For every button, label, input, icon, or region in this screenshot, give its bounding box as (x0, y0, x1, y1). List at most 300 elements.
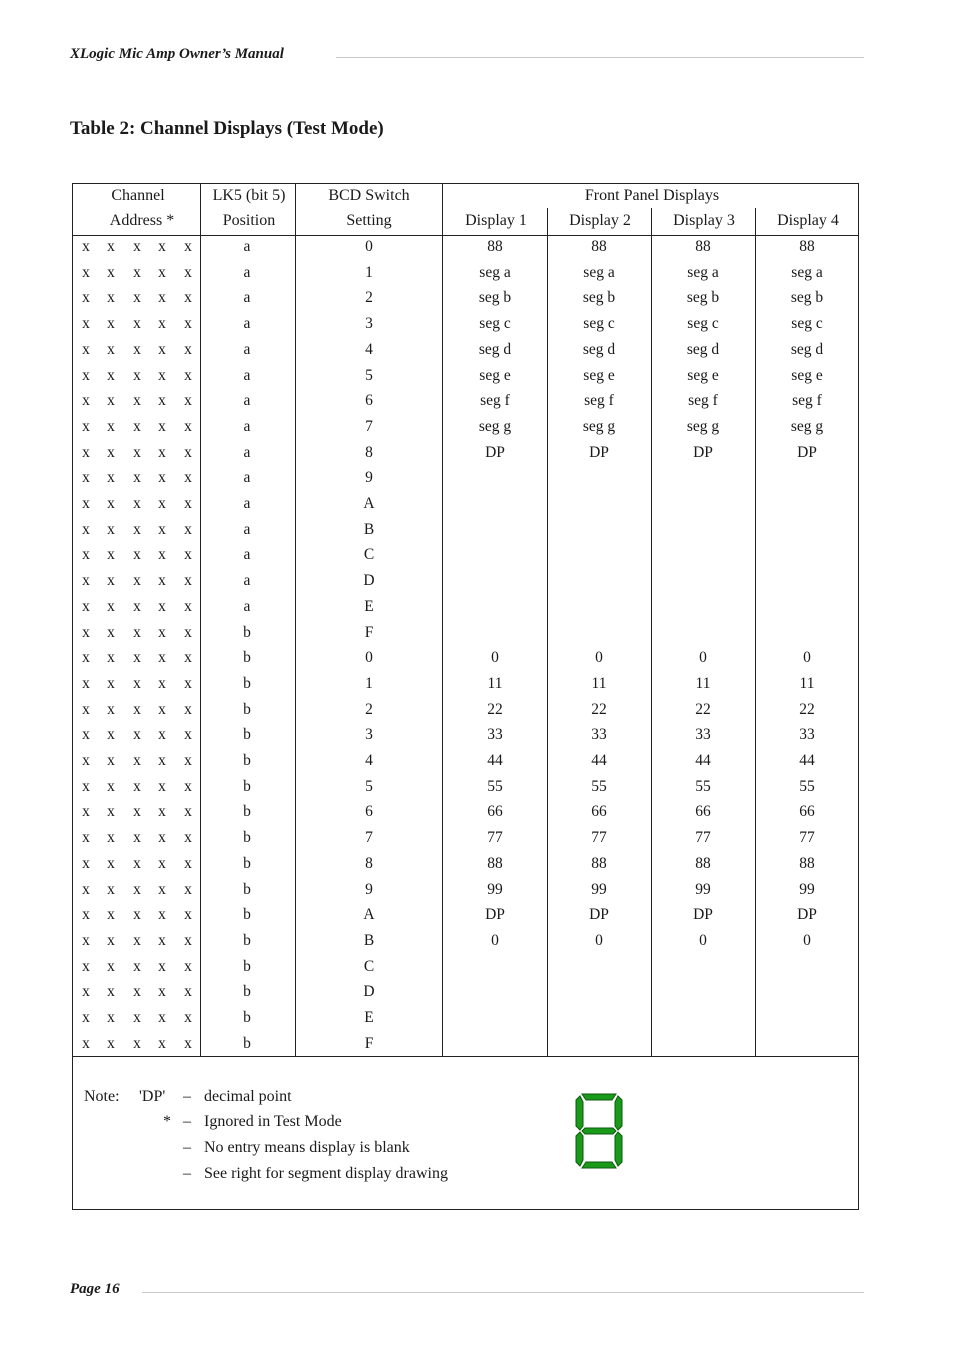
display-value: seg b (790, 289, 824, 307)
bcd-setting: A (363, 495, 375, 512)
segment-g (582, 1128, 616, 1134)
display-value: 33 (591, 726, 607, 744)
header-bcd-switch: BCD Switch (328, 187, 410, 204)
address-bit: x (133, 597, 141, 615)
display-value: seg d (686, 340, 720, 358)
address-bit: x (158, 752, 166, 769)
address-bit: x (82, 777, 90, 795)
table-title: Table 2: Channel Displays (Test Mode) (70, 118, 384, 139)
address-bit: x (133, 443, 141, 461)
display-value: 44 (591, 752, 607, 769)
display-value: 66 (695, 803, 711, 821)
lk5-position: a (243, 238, 251, 255)
address-bit: x (82, 623, 90, 641)
lk5-position: b (243, 752, 251, 769)
display-value: seg g (582, 417, 616, 435)
lk5-position: b (243, 1009, 251, 1026)
display-divider (755, 208, 756, 1056)
segment-e (576, 1132, 583, 1166)
address-bit: x (107, 983, 115, 1001)
display-value: 0 (803, 649, 811, 667)
display-value: 99 (487, 880, 503, 898)
address-bit: x (107, 649, 115, 667)
address-bit: x (107, 906, 115, 924)
address-bit: x (82, 520, 90, 538)
address-bit: x (184, 520, 192, 538)
display-value: seg f (584, 392, 614, 410)
bcd-setting: 7 (365, 417, 373, 435)
address-bit: x (184, 1009, 192, 1026)
display-value: 0 (491, 931, 499, 949)
address-bit: x (133, 983, 141, 1001)
bcd-setting: B (363, 931, 375, 949)
note-text: decimal point (204, 1088, 292, 1105)
lk5-position: b (243, 777, 251, 795)
display-value: 88 (591, 238, 607, 255)
display-value: 66 (591, 803, 607, 821)
bcd-setting: E (364, 1009, 374, 1026)
address-bit: x (82, 417, 90, 435)
bcd-setting: 8 (365, 854, 373, 872)
bcd-setting: D (363, 983, 375, 1001)
address-bit: x (133, 700, 141, 718)
note-text: See right for segment display drawing (204, 1165, 448, 1182)
address-bit: x (133, 238, 141, 255)
segment-d (582, 1162, 616, 1168)
address-bit: x (133, 1034, 141, 1052)
address-bit: x (184, 572, 192, 590)
display-value: seg d (478, 340, 512, 358)
address-bit: x (107, 340, 115, 358)
lk5-position: b (243, 983, 251, 1001)
address-bit: x (158, 443, 166, 461)
address-bit: x (158, 597, 166, 615)
display-value: 77 (695, 829, 711, 847)
address-bit: x (184, 495, 192, 512)
display-value: 33 (695, 726, 711, 744)
address-bit: x (184, 649, 192, 667)
address-bit: x (82, 469, 90, 487)
address-bit: x (184, 443, 192, 461)
address-bit: x (184, 931, 192, 949)
display-value: seg e (791, 366, 823, 384)
address-bit: x (82, 983, 90, 1001)
address-bit: x (82, 700, 90, 718)
bcd-setting: D (363, 572, 375, 590)
lk5-position: b (243, 700, 251, 718)
display-divider (651, 208, 652, 1056)
address-bit: x (133, 392, 141, 410)
seven-segment-display-drawing (574, 1092, 624, 1170)
address-bit: x (107, 752, 115, 769)
address-bit: x (184, 803, 192, 821)
address-bit: x (133, 469, 141, 487)
address-bit: x (184, 700, 192, 718)
segment-b (615, 1096, 622, 1130)
address-bit: x (82, 366, 90, 384)
display-value: 55 (591, 777, 607, 795)
note-label: Note: (84, 1088, 120, 1105)
display-value: 66 (799, 803, 815, 821)
display-value: 77 (799, 829, 815, 847)
address-bit: x (133, 803, 141, 821)
display-value: DP (693, 906, 713, 924)
bcd-setting: 8 (365, 443, 373, 461)
address-bit: x (82, 957, 90, 975)
address-bit: x (133, 752, 141, 769)
display-value: 22 (695, 700, 711, 718)
address-bit: x (133, 674, 141, 692)
display-value: 0 (595, 931, 603, 949)
address-bit: x (133, 1009, 141, 1026)
address-bit: x (107, 1009, 115, 1026)
header-rule (336, 57, 864, 58)
address-bit: x (82, 315, 90, 333)
header-display-2: Display 2 (569, 212, 631, 229)
address-bit: x (107, 803, 115, 821)
note-dash: – (183, 1113, 191, 1130)
address-bit: x (133, 495, 141, 512)
address-bit: x (158, 931, 166, 949)
display-value: 88 (695, 238, 711, 255)
lk5-position: b (243, 880, 251, 898)
address-bit: x (133, 880, 141, 898)
address-bit: x (107, 263, 115, 281)
display-value: 11 (695, 674, 711, 692)
display-value: 99 (591, 880, 607, 898)
display-value: DP (797, 906, 817, 924)
address-bit: x (82, 443, 90, 461)
address-bit: x (184, 263, 192, 281)
address-bit: x (107, 829, 115, 847)
address-bit: x (133, 315, 141, 333)
display-value: seg e (583, 366, 615, 384)
segment-f (576, 1096, 583, 1130)
display-value: 33 (487, 726, 503, 744)
address-bit: x (158, 957, 166, 975)
address-bit: x (184, 289, 192, 307)
address-bit: x (82, 1009, 90, 1026)
display-value: seg g (478, 417, 512, 435)
address-bit: x (82, 1034, 90, 1052)
display-value: seg a (479, 263, 511, 281)
lk5-position: a (243, 520, 251, 538)
address-bit: x (184, 392, 192, 410)
display-value: 44 (487, 752, 503, 769)
display-value: 11 (799, 674, 815, 692)
address-bit: x (82, 572, 90, 590)
address-bit: x (133, 829, 141, 847)
display-value: 88 (591, 854, 607, 872)
address-bit: x (107, 597, 115, 615)
address-bit: x (107, 880, 115, 898)
address-bit: x (107, 315, 115, 333)
display-value: seg c (791, 315, 823, 333)
lk5-position: b (243, 726, 251, 744)
bcd-setting: 1 (365, 263, 373, 281)
address-bit: x (107, 495, 115, 512)
address-bit: x (107, 238, 115, 255)
address-bit: x (82, 263, 90, 281)
note-dash: – (183, 1165, 191, 1182)
note-text: No entry means display is blank (204, 1139, 410, 1156)
display-value: seg e (479, 366, 511, 384)
display-value: 0 (699, 931, 707, 949)
display-value: 55 (695, 777, 711, 795)
address-bit: x (184, 726, 192, 744)
address-bit: x (158, 495, 166, 512)
display-value: DP (485, 906, 505, 924)
display-value: 0 (699, 649, 707, 667)
address-bit: x (184, 366, 192, 384)
note-key-asterisk: * (163, 1113, 171, 1130)
address-bit: x (184, 1034, 192, 1052)
address-bit: x (82, 597, 90, 615)
display-value: DP (589, 906, 609, 924)
address-bit: x (107, 520, 115, 538)
lk5-position: a (243, 443, 251, 461)
lk5-position: b (243, 1034, 251, 1052)
address-bit: x (184, 983, 192, 1001)
address-bit: x (82, 803, 90, 821)
display-value: 88 (695, 854, 711, 872)
address-bit: x (184, 546, 192, 564)
bcd-setting: 4 (365, 340, 373, 358)
address-bit: x (82, 931, 90, 949)
address-bit: x (158, 829, 166, 847)
address-bit: x (184, 238, 192, 255)
address-bit: x (133, 957, 141, 975)
address-bit: x (158, 1034, 166, 1052)
address-bit: x (133, 931, 141, 949)
display-value: 22 (487, 700, 503, 718)
lk5-position: a (243, 263, 251, 281)
lk5-position: a (243, 289, 251, 307)
address-bit: x (158, 674, 166, 692)
bcd-setting: B (363, 520, 375, 538)
lk5-position: a (243, 315, 251, 333)
display-value: seg a (687, 263, 719, 281)
header-channel: Channel (111, 187, 165, 204)
address-bit: x (82, 829, 90, 847)
display-value: 99 (799, 880, 815, 898)
display-value: 55 (487, 777, 503, 795)
running-header: XLogic Mic Amp Owner’s Manual (70, 46, 284, 62)
address-bit: x (133, 726, 141, 744)
address-bit: x (184, 597, 192, 615)
address-bit: x (158, 469, 166, 487)
display-value: seg c (583, 315, 615, 333)
display-value: seg b (478, 289, 512, 307)
lk5-position: b (243, 674, 251, 692)
address-bit: x (184, 315, 192, 333)
bcd-setting: 5 (365, 777, 373, 795)
address-bit: x (107, 700, 115, 718)
address-bit: x (133, 649, 141, 667)
address-bit: x (107, 623, 115, 641)
display-divider (547, 208, 548, 1056)
address-bit: x (184, 674, 192, 692)
header-address: Address * (109, 212, 175, 229)
address-bit: x (107, 546, 115, 564)
display-value: 99 (695, 880, 711, 898)
address-bit: x (107, 726, 115, 744)
table-body-bottom (72, 1056, 859, 1057)
address-bit: x (158, 546, 166, 564)
bcd-setting: 7 (365, 829, 373, 847)
address-bit: x (184, 854, 192, 872)
bcd-setting: 3 (365, 726, 373, 744)
display-value: DP (589, 443, 609, 461)
lk5-position: b (243, 957, 251, 975)
address-bit: x (107, 777, 115, 795)
lk5-position: a (243, 417, 251, 435)
address-bit: x (158, 289, 166, 307)
address-bit: x (184, 957, 192, 975)
display-value: seg g (686, 417, 720, 435)
bcd-setting: 9 (365, 469, 373, 487)
lk5-position: a (243, 597, 251, 615)
address-bit: x (82, 726, 90, 744)
address-bit: x (158, 803, 166, 821)
display-value: 44 (799, 752, 815, 769)
display-value: seg e (687, 366, 719, 384)
address-bit: x (133, 340, 141, 358)
address-bit: x (158, 366, 166, 384)
bcd-setting: F (364, 623, 374, 641)
address-bit: x (82, 674, 90, 692)
bcd-setting: 4 (365, 752, 373, 769)
header-front-panel-displays: Front Panel Displays (584, 187, 720, 204)
display-value: 77 (591, 829, 607, 847)
display-value: DP (797, 443, 817, 461)
address-bit: x (107, 366, 115, 384)
display-value: 88 (487, 238, 503, 255)
address-bit: x (158, 983, 166, 1001)
header-setting: Setting (346, 212, 392, 229)
address-bit: x (107, 957, 115, 975)
address-bit: x (184, 340, 192, 358)
address-bit: x (82, 752, 90, 769)
header-display-3: Display 3 (673, 212, 735, 229)
address-bit: x (107, 469, 115, 487)
address-bit: x (82, 392, 90, 410)
address-bit: x (133, 366, 141, 384)
display-value: 66 (487, 803, 503, 821)
bcd-setting: 1 (365, 674, 373, 692)
display-value: 11 (591, 674, 607, 692)
address-bit: x (158, 726, 166, 744)
address-bit: x (158, 417, 166, 435)
lk5-position: a (243, 340, 251, 358)
address-bit: x (158, 854, 166, 872)
display-value: seg b (686, 289, 720, 307)
lk5-position: a (243, 469, 251, 487)
footer-rule (142, 1292, 864, 1293)
bcd-setting: 0 (365, 649, 373, 667)
address-bit: x (107, 392, 115, 410)
bcd-setting: E (364, 597, 374, 615)
note-key-dp: 'DP' (139, 1088, 166, 1105)
lk5-position: a (243, 572, 251, 590)
address-bit: x (107, 289, 115, 307)
lk5-position: b (243, 931, 251, 949)
address-bit: x (107, 1034, 115, 1052)
address-bit: x (133, 546, 141, 564)
address-bit: x (133, 289, 141, 307)
address-bit: x (133, 854, 141, 872)
address-bit: x (133, 623, 141, 641)
bcd-setting: 2 (365, 289, 373, 307)
display-value: 88 (799, 238, 815, 255)
page-footer: Page 16 (70, 1281, 120, 1297)
display-value: 0 (803, 931, 811, 949)
address-bit: x (82, 546, 90, 564)
address-bit: x (133, 520, 141, 538)
address-bit: x (133, 417, 141, 435)
lk5-position: b (243, 854, 251, 872)
display-value: seg f (480, 392, 510, 410)
note-text: Ignored in Test Mode (204, 1113, 342, 1130)
address-bit: x (133, 572, 141, 590)
lk5-position: a (243, 366, 251, 384)
display-value: 0 (595, 649, 603, 667)
lk5-position: b (243, 906, 251, 924)
lk5-position: a (243, 392, 251, 410)
address-bit: x (107, 443, 115, 461)
address-bit: x (107, 931, 115, 949)
address-bit: x (184, 417, 192, 435)
header-display-1: Display 1 (465, 212, 527, 229)
display-value: seg d (582, 340, 616, 358)
display-value: 55 (799, 777, 815, 795)
address-bit: x (82, 289, 90, 307)
address-bit: x (158, 572, 166, 590)
address-bit: x (133, 906, 141, 924)
address-bit: x (133, 777, 141, 795)
column-divider (200, 183, 201, 1056)
display-value: 11 (487, 674, 503, 692)
display-value: 77 (487, 829, 503, 847)
bcd-setting: F (364, 1034, 374, 1052)
address-bit: x (82, 340, 90, 358)
display-value: seg c (687, 315, 719, 333)
display-value: DP (485, 443, 505, 461)
address-bit: x (184, 623, 192, 641)
display-value: 22 (799, 700, 815, 718)
address-bit: x (184, 906, 192, 924)
address-bit: x (158, 340, 166, 358)
lk5-position: b (243, 623, 251, 641)
bcd-setting: C (363, 546, 375, 564)
address-bit: x (184, 880, 192, 898)
address-bit: x (158, 880, 166, 898)
address-bit: x (107, 854, 115, 872)
address-bit: x (82, 649, 90, 667)
address-bit: x (158, 263, 166, 281)
address-bit: x (107, 417, 115, 435)
address-bit: x (184, 829, 192, 847)
display-value: 88 (799, 854, 815, 872)
display-value: seg a (583, 263, 615, 281)
display-value: 33 (799, 726, 815, 744)
column-divider (442, 183, 443, 1056)
note-dash: – (183, 1088, 191, 1105)
bcd-setting: 6 (365, 392, 373, 410)
address-bit: x (82, 238, 90, 255)
column-divider (295, 183, 296, 1056)
address-bit: x (184, 752, 192, 769)
